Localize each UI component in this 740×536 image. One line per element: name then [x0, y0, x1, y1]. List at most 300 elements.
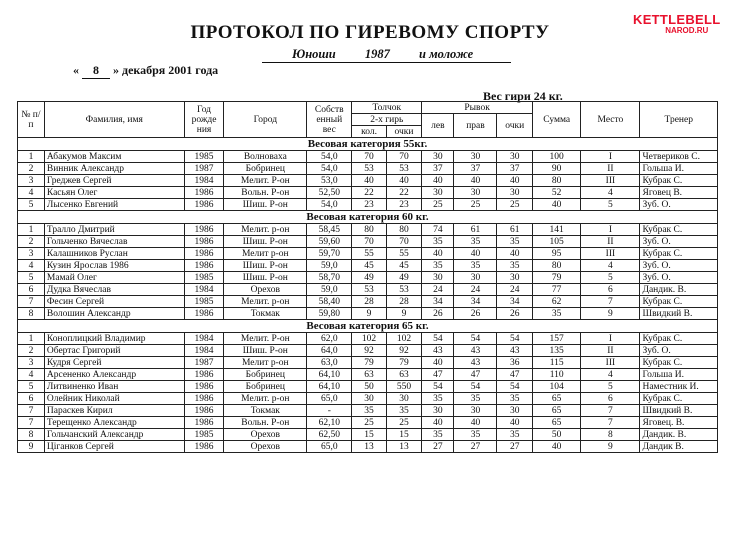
cell-right: 37 — [454, 163, 497, 175]
cell-right: 30 — [454, 187, 497, 199]
cell-city: Токмак — [224, 308, 307, 320]
cell-jerk-points: 80 — [386, 224, 421, 236]
cell-weight: 62,0 — [307, 333, 352, 345]
cell-kol: 70 — [352, 236, 386, 248]
cell-sum: 35 — [532, 308, 580, 320]
cell-year: 1984 — [184, 284, 224, 296]
cell-num: 2 — [18, 345, 45, 357]
cell-left: 30 — [422, 187, 454, 199]
cell-left: 35 — [422, 260, 454, 272]
cell-place: II — [581, 236, 640, 248]
col-num: № п/п — [18, 102, 45, 138]
col-left: лев — [422, 114, 454, 138]
cell-name: Кузин Ярослав 1986 — [44, 260, 184, 272]
cell-weight: 62,10 — [307, 417, 352, 429]
cell-weight: 59,70 — [307, 248, 352, 260]
cell-jerk-points: 53 — [386, 163, 421, 175]
cell-right: 24 — [454, 284, 497, 296]
cell-city: Токмак — [224, 405, 307, 417]
cell-left: 35 — [422, 393, 454, 405]
protocol-title: ПРОТОКОЛ ПО ГИРЕВОМУ СПОРТУ — [190, 22, 550, 43]
cell-place: 9 — [581, 441, 640, 453]
cell-city: Бобринец — [224, 381, 307, 393]
cell-sum: 157 — [532, 333, 580, 345]
cell-coach: Наместник И. — [640, 381, 718, 393]
subtitle-age: и моложе — [419, 47, 474, 61]
cell-city: Орехов — [224, 284, 307, 296]
cell-weight: 64,10 — [307, 381, 352, 393]
cell-sum: 135 — [532, 345, 580, 357]
cell-jerk-points: 13 — [386, 441, 421, 453]
cell-snatch-points: 40 — [497, 175, 533, 187]
cell-jerk-points: 70 — [386, 151, 421, 163]
cell-place: 5 — [581, 381, 640, 393]
cell-name: Цiганков Сергей — [44, 441, 184, 453]
cell-name: Арсененко Александр — [44, 369, 184, 381]
cell-left: 34 — [422, 296, 454, 308]
cell-left: 30 — [422, 405, 454, 417]
cell-year: 1986 — [184, 308, 224, 320]
cell-kol: 102 — [352, 333, 386, 345]
cell-jerk-points: 35 — [386, 405, 421, 417]
cell-left: 35 — [422, 236, 454, 248]
table-row — [18, 260, 718, 272]
cell-left: 74 — [422, 224, 454, 236]
table-row — [18, 357, 718, 369]
cell-coach: Кубрак С. — [640, 393, 718, 405]
category-row — [18, 138, 718, 151]
cell-coach: Дандик В. — [640, 441, 718, 453]
table-row — [18, 199, 718, 211]
cell-jerk-points: 28 — [386, 296, 421, 308]
cell-year: 1986 — [184, 248, 224, 260]
cell-right: 35 — [454, 429, 497, 441]
cell-city: Мелит. р-он — [224, 296, 307, 308]
cell-right: 35 — [454, 393, 497, 405]
cell-year: 1986 — [184, 236, 224, 248]
cell-sum: 77 — [532, 284, 580, 296]
cell-place: II — [581, 345, 640, 357]
cell-left: 47 — [422, 369, 454, 381]
cell-jerk-points: 92 — [386, 345, 421, 357]
cell-city: Вольн. Р-он — [224, 187, 307, 199]
cell-kol: 49 — [352, 272, 386, 284]
cell-jerk-points: 15 — [386, 429, 421, 441]
cell-name: Коноплицкий Владимир — [44, 333, 184, 345]
cell-num: 9 — [18, 441, 45, 453]
cell-place: III — [581, 248, 640, 260]
cell-place: 8 — [581, 429, 640, 441]
cell-jerk-points: 70 — [386, 236, 421, 248]
cell-left: 40 — [422, 248, 454, 260]
cell-kol: 80 — [352, 224, 386, 236]
cell-year: 1987 — [184, 163, 224, 175]
col-snatch: Рывок — [422, 102, 533, 114]
cell-jerk-points: 23 — [386, 199, 421, 211]
table-row — [18, 417, 718, 429]
col-jerk-points: очки — [386, 126, 421, 138]
cell-sum: 50 — [532, 429, 580, 441]
col-sum: Сумма — [532, 102, 580, 138]
cell-city: Шиш. Р-он — [224, 260, 307, 272]
table-row — [18, 272, 718, 284]
cell-city: Мелит. р-он — [224, 393, 307, 405]
cell-snatch-points: 30 — [497, 405, 533, 417]
cell-place: 5 — [581, 272, 640, 284]
date-day: 8 — [82, 63, 110, 79]
protocol-subtitle — [262, 47, 511, 63]
cell-sum: 65 — [532, 405, 580, 417]
cell-right: 27 — [454, 441, 497, 453]
cell-weight: 65,0 — [307, 441, 352, 453]
col-right: прав — [454, 114, 497, 138]
cell-right: 26 — [454, 308, 497, 320]
category-row — [18, 320, 718, 333]
cell-city: Мелит. Р-он — [224, 175, 307, 187]
col-year: Год рожде ния — [184, 102, 224, 138]
cell-snatch-points: 30 — [497, 151, 533, 163]
cell-place: 4 — [581, 369, 640, 381]
cell-jerk-points: 55 — [386, 248, 421, 260]
cell-num: 7 — [18, 296, 45, 308]
cell-coach: Зуб. О. — [640, 272, 718, 284]
cell-year: 1987 — [184, 357, 224, 369]
cell-sum: 104 — [532, 381, 580, 393]
cell-year: 1986 — [184, 381, 224, 393]
kettlebell-logo — [633, 13, 721, 35]
cell-city: Шиш. Р-он — [224, 236, 307, 248]
cell-year: 1986 — [184, 187, 224, 199]
category-label: Весовая категория 60 кг. — [18, 211, 718, 224]
table-row — [18, 163, 718, 175]
cell-snatch-points: 30 — [497, 272, 533, 284]
cell-year: 1986 — [184, 369, 224, 381]
cell-kol: 79 — [352, 357, 386, 369]
cell-place: II — [581, 163, 640, 175]
cell-sum: 95 — [532, 248, 580, 260]
col-two-kettlebells: 2-х гирь — [352, 114, 422, 126]
cell-coach: Кубрак С. — [640, 224, 718, 236]
cell-coach: Зуб. О. — [640, 236, 718, 248]
cell-year: 1984 — [184, 175, 224, 187]
subtitle-group: Юноши — [292, 47, 336, 61]
cell-place: I — [581, 151, 640, 163]
cell-right: 43 — [454, 345, 497, 357]
cell-name: Абакумов Максим — [44, 151, 184, 163]
cell-name: Параскев Кирил — [44, 405, 184, 417]
cell-right: 54 — [454, 381, 497, 393]
cell-num: 2 — [18, 236, 45, 248]
cell-jerk-points: 9 — [386, 308, 421, 320]
cell-num: 8 — [18, 429, 45, 441]
col-body-weight: Собств енный вес — [307, 102, 352, 138]
cell-sum: 80 — [532, 260, 580, 272]
cell-num: 7 — [18, 417, 45, 429]
table-row — [18, 441, 718, 453]
cell-num: 1 — [18, 333, 45, 345]
logo-line1: KETTLEBELL — [633, 12, 721, 27]
cell-name: Тралло Дмитрий — [44, 224, 184, 236]
cell-coach: Зуб. О. — [640, 345, 718, 357]
table-row — [18, 175, 718, 187]
cell-snatch-points: 35 — [497, 429, 533, 441]
cell-name: Винник Александр — [44, 163, 184, 175]
cell-coach: Яговец В. — [640, 187, 718, 199]
cell-kol: 28 — [352, 296, 386, 308]
cell-place: 4 — [581, 187, 640, 199]
cell-sum: 65 — [532, 393, 580, 405]
cell-place: 7 — [581, 405, 640, 417]
cell-city: Вольн. Р-он — [224, 417, 307, 429]
cell-sum: 65 — [532, 417, 580, 429]
cell-coach: Яговец. В. — [640, 417, 718, 429]
cell-name: Касьян Олег — [44, 187, 184, 199]
cell-snatch-points: 40 — [497, 417, 533, 429]
cell-coach: Дандик. В. — [640, 429, 718, 441]
cell-jerk-points: 53 — [386, 284, 421, 296]
table-row — [18, 248, 718, 260]
cell-left: 27 — [422, 441, 454, 453]
cell-left: 35 — [422, 429, 454, 441]
cell-num: 5 — [18, 272, 45, 284]
cell-num: 4 — [18, 187, 45, 199]
cell-snatch-points: 43 — [497, 345, 533, 357]
cell-coach: Кубрак С. — [640, 296, 718, 308]
cell-weight: 59,60 — [307, 236, 352, 248]
subtitle-year: 1987 — [364, 47, 390, 61]
cell-jerk-points: 550 — [386, 381, 421, 393]
cell-weight: 59,0 — [307, 260, 352, 272]
cell-year: 1986 — [184, 199, 224, 211]
category-row — [18, 211, 718, 224]
cell-kol: 25 — [352, 417, 386, 429]
cell-name: Греджев Сергей — [44, 175, 184, 187]
col-kol: кол. — [352, 126, 386, 138]
cell-snatch-points: 37 — [497, 163, 533, 175]
cell-year: 1985 — [184, 429, 224, 441]
cell-coach: Кубрак С. — [640, 357, 718, 369]
cell-weight: 58,45 — [307, 224, 352, 236]
cell-kol: 63 — [352, 369, 386, 381]
table-row — [18, 345, 718, 357]
cell-weight: 62,50 — [307, 429, 352, 441]
cell-coach: Четвериков С. — [640, 151, 718, 163]
cell-kol: 70 — [352, 151, 386, 163]
cell-place: 5 — [581, 199, 640, 211]
cell-right: 35 — [454, 260, 497, 272]
cell-kol: 35 — [352, 405, 386, 417]
cell-right: 30 — [454, 405, 497, 417]
cell-city: Шиш. Р-он — [224, 345, 307, 357]
cell-weight: 65,0 — [307, 393, 352, 405]
date-rest: » декабря 2001 года — [113, 63, 219, 77]
cell-name: Олейник Николай — [44, 393, 184, 405]
cell-kol: 23 — [352, 199, 386, 211]
cell-city: Мелит. р-он — [224, 224, 307, 236]
cell-num: 3 — [18, 248, 45, 260]
cell-kol: 92 — [352, 345, 386, 357]
cell-snatch-points: 25 — [497, 199, 533, 211]
cell-year: 1984 — [184, 333, 224, 345]
cell-sum: 141 — [532, 224, 580, 236]
cell-name: Мамай Олег — [44, 272, 184, 284]
cell-snatch-points: 36 — [497, 357, 533, 369]
cell-left: 25 — [422, 199, 454, 211]
table-body — [18, 138, 718, 453]
cell-jerk-points: 102 — [386, 333, 421, 345]
cell-city: Бобринец — [224, 163, 307, 175]
cell-place: I — [581, 224, 640, 236]
cell-num: 4 — [18, 260, 45, 272]
col-coach: Тренер — [640, 102, 718, 138]
cell-num: 5 — [18, 381, 45, 393]
cell-coach: Зуб. О. — [640, 260, 718, 272]
cell-right: 25 — [454, 199, 497, 211]
cell-num: 5 — [18, 199, 45, 211]
cell-name: Гольчанский Александр — [44, 429, 184, 441]
cell-snatch-points: 40 — [497, 248, 533, 260]
category-label: Весовая категория 55кг. — [18, 138, 718, 151]
col-name: Фамилия, имя — [44, 102, 184, 138]
cell-weight: 58,70 — [307, 272, 352, 284]
cell-jerk-points: 22 — [386, 187, 421, 199]
cell-city: Мелит р-он — [224, 357, 307, 369]
cell-weight: 54,0 — [307, 163, 352, 175]
cell-kol: 45 — [352, 260, 386, 272]
cell-year: 1986 — [184, 260, 224, 272]
date-open: « — [73, 63, 79, 77]
cell-name: Литвиненко Иван — [44, 381, 184, 393]
cell-num: 4 — [18, 369, 45, 381]
cell-place: 7 — [581, 296, 640, 308]
cell-sum: 105 — [532, 236, 580, 248]
cell-num: 1 — [18, 151, 45, 163]
cell-city: Шиш. Р-он — [224, 272, 307, 284]
table-row — [18, 151, 718, 163]
cell-name: Терещенко Александр — [44, 417, 184, 429]
cell-weight: 64,0 — [307, 345, 352, 357]
cell-sum: 52 — [532, 187, 580, 199]
cell-kol: 50 — [352, 381, 386, 393]
cell-city: Волноваха — [224, 151, 307, 163]
table-row — [18, 405, 718, 417]
cell-right: 40 — [454, 175, 497, 187]
cell-num: 3 — [18, 175, 45, 187]
table-row — [18, 187, 718, 199]
cell-city: Мелит р-он — [224, 248, 307, 260]
cell-year: 1986 — [184, 417, 224, 429]
cell-left: 30 — [422, 272, 454, 284]
cell-place: 6 — [581, 284, 640, 296]
cell-name: Калашников Руслан — [44, 248, 184, 260]
cell-weight: 63,0 — [307, 357, 352, 369]
cell-weight: 52,50 — [307, 187, 352, 199]
cell-year: 1985 — [184, 151, 224, 163]
cell-kol: 22 — [352, 187, 386, 199]
cell-coach: Гольша И. — [640, 163, 718, 175]
cell-snatch-points: 27 — [497, 441, 533, 453]
col-place: Место — [581, 102, 640, 138]
cell-snatch-points: 61 — [497, 224, 533, 236]
table-row — [18, 393, 718, 405]
cell-kol: 53 — [352, 163, 386, 175]
table-row — [18, 296, 718, 308]
cell-weight: 58,40 — [307, 296, 352, 308]
cell-place: III — [581, 175, 640, 187]
cell-kol: 30 — [352, 393, 386, 405]
cell-coach: Кубрак С. — [640, 248, 718, 260]
col-jerk: Толчок — [352, 102, 422, 114]
cell-snatch-points: 26 — [497, 308, 533, 320]
cell-place: 7 — [581, 417, 640, 429]
cell-right: 43 — [454, 357, 497, 369]
cell-kol: 13 — [352, 441, 386, 453]
cell-year: 1986 — [184, 393, 224, 405]
cell-coach: Кубрак С. — [640, 333, 718, 345]
cell-left: 54 — [422, 333, 454, 345]
cell-place: 9 — [581, 308, 640, 320]
table-row — [18, 381, 718, 393]
cell-num: 8 — [18, 308, 45, 320]
kettlebell-weight: Вес гири 24 кг. — [483, 89, 563, 103]
cell-city: Мелит. Р-он — [224, 333, 307, 345]
cell-sum: 90 — [532, 163, 580, 175]
cell-sum: 100 — [532, 151, 580, 163]
cell-weight: 64,10 — [307, 369, 352, 381]
cell-name: Кудря Сергей — [44, 357, 184, 369]
cell-num: 6 — [18, 284, 45, 296]
table-header — [18, 102, 718, 138]
cell-left: 40 — [422, 357, 454, 369]
cell-num: 1 — [18, 224, 45, 236]
cell-left: 40 — [422, 175, 454, 187]
logo-line2: NAROD.RU — [665, 26, 709, 35]
cell-sum: 110 — [532, 369, 580, 381]
cell-coach: Гольша И. — [640, 369, 718, 381]
protocol-date — [73, 63, 218, 79]
cell-right: 40 — [454, 248, 497, 260]
cell-num: 3 — [18, 357, 45, 369]
cell-weight: - — [307, 405, 352, 417]
cell-name: Гольченко Вячеслав — [44, 236, 184, 248]
cell-sum: 80 — [532, 175, 580, 187]
table-row — [18, 333, 718, 345]
cell-year: 1986 — [184, 441, 224, 453]
cell-weight: 54,0 — [307, 199, 352, 211]
cell-kol: 40 — [352, 175, 386, 187]
cell-year: 1985 — [184, 296, 224, 308]
cell-snatch-points: 35 — [497, 393, 533, 405]
cell-weight: 59,0 — [307, 284, 352, 296]
cell-coach: Швидкий В. — [640, 405, 718, 417]
cell-left: 54 — [422, 381, 454, 393]
cell-jerk-points: 49 — [386, 272, 421, 284]
cell-right: 35 — [454, 236, 497, 248]
cell-weight: 59,80 — [307, 308, 352, 320]
cell-kol: 53 — [352, 284, 386, 296]
cell-name: Волошин Александр — [44, 308, 184, 320]
cell-left: 43 — [422, 345, 454, 357]
cell-left: 40 — [422, 417, 454, 429]
table-row — [18, 308, 718, 320]
cell-coach: Кубрак С. — [640, 175, 718, 187]
cell-place: III — [581, 357, 640, 369]
cell-sum: 115 — [532, 357, 580, 369]
cell-left: 30 — [422, 151, 454, 163]
table-row — [18, 284, 718, 296]
cell-city: Шиш. Р-он — [224, 199, 307, 211]
cell-snatch-points: 30 — [497, 187, 533, 199]
